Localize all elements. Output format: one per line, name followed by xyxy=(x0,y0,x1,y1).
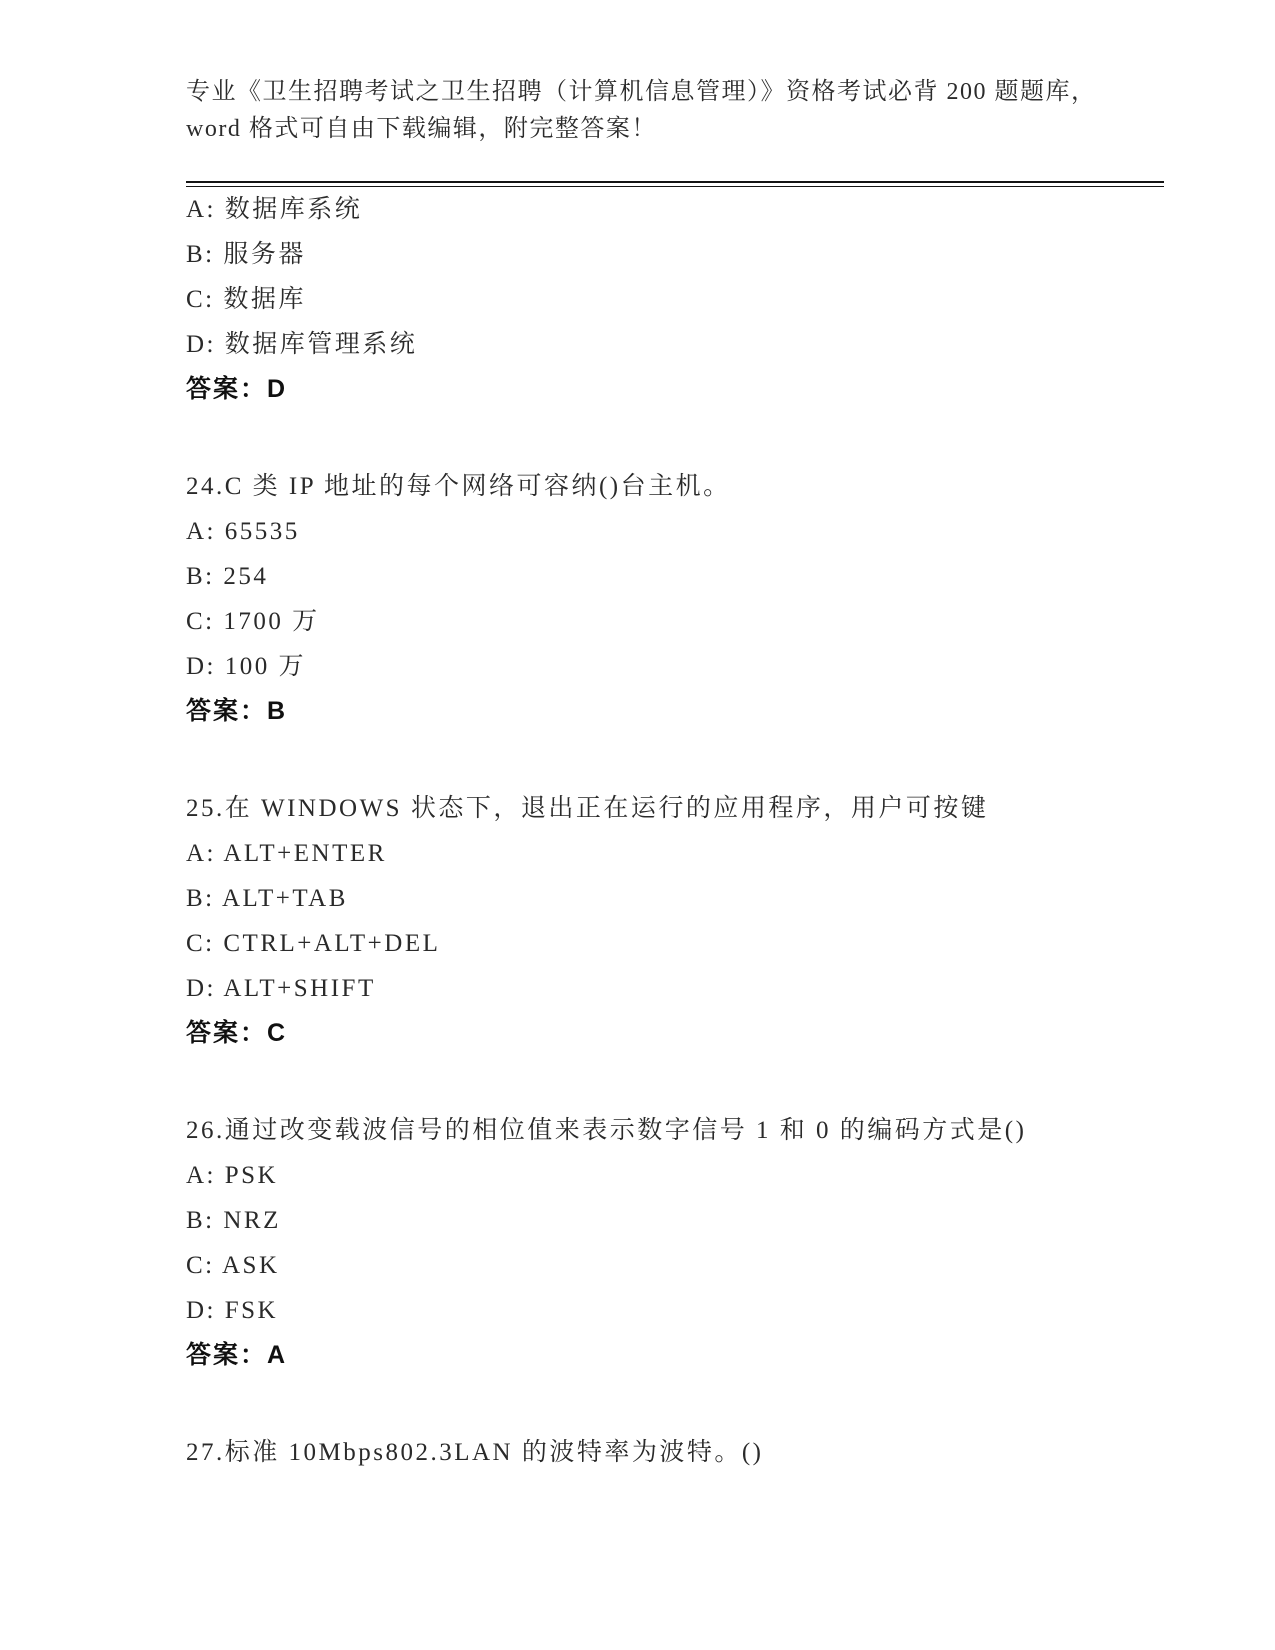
option-line: D: FSK xyxy=(186,1297,279,1324)
option-line: A: PSK xyxy=(186,1162,279,1189)
header-line-1: 专业《卫生招聘考试之卫生招聘（计算机信息管理）》资格考试必背 200 题题库， xyxy=(186,79,1097,105)
option-line: A: 65535 xyxy=(186,518,300,545)
option-line: A: ALT+ENTER xyxy=(186,840,387,867)
question-block-25 xyxy=(186,786,1164,1056)
question-text: 27.标准 10Mbps802.3LAN 的波特率为波特。() xyxy=(186,1439,764,1466)
question-text: 24.C 类 IP 地址的每个网络可容纳()台主机。 xyxy=(186,473,731,500)
answer-line xyxy=(186,367,1164,412)
answer-line xyxy=(186,689,1164,734)
answer-line xyxy=(186,1333,1164,1378)
option-line: D: 数据库管理系统 xyxy=(186,331,418,358)
question-block-27 xyxy=(186,1430,1164,1475)
option-line: D: 100 万 xyxy=(186,653,307,680)
answer-label: 答案： xyxy=(186,1341,268,1369)
page-header xyxy=(186,0,1164,148)
option-line: C: CTRL+ALT+DEL xyxy=(186,930,441,957)
question-text: 26.通过改变载波信号的相位值来表示数字信号 1 和 0 的编码方式是() xyxy=(186,1117,1027,1144)
option-line: B: 服务器 xyxy=(186,241,306,268)
answer-label: 答案： xyxy=(186,375,268,403)
header-line-2: word 格式可自由下载编辑，附完整答案！ xyxy=(186,116,657,142)
option-line: D: ALT+SHIFT xyxy=(186,975,376,1002)
page-content xyxy=(186,0,1164,1475)
option-line: C: 1700 万 xyxy=(186,608,320,635)
question-text: 25.在 WINDOWS 状态下，退出正在运行的应用程序，用户可按键 xyxy=(186,795,989,822)
option-line: A: 数据库系统 xyxy=(186,196,363,223)
answer-line xyxy=(186,1011,1164,1056)
answer-value: C xyxy=(267,1019,288,1047)
answer-label: 答案： xyxy=(186,697,268,725)
question-block-23-continued xyxy=(186,187,1164,412)
option-line: C: 数据库 xyxy=(186,286,306,313)
answer-value: A xyxy=(267,1341,288,1369)
option-line: C: ASK xyxy=(186,1252,280,1279)
option-line: B: ALT+TAB xyxy=(186,885,348,912)
option-line: B: 254 xyxy=(186,563,269,590)
question-block-26 xyxy=(186,1108,1164,1378)
question-list xyxy=(186,187,1164,1475)
option-line: B: NRZ xyxy=(186,1207,281,1234)
answer-value: D xyxy=(267,375,288,403)
question-block-24 xyxy=(186,464,1164,734)
answer-label: 答案： xyxy=(186,1019,268,1047)
answer-value: B xyxy=(267,697,288,725)
